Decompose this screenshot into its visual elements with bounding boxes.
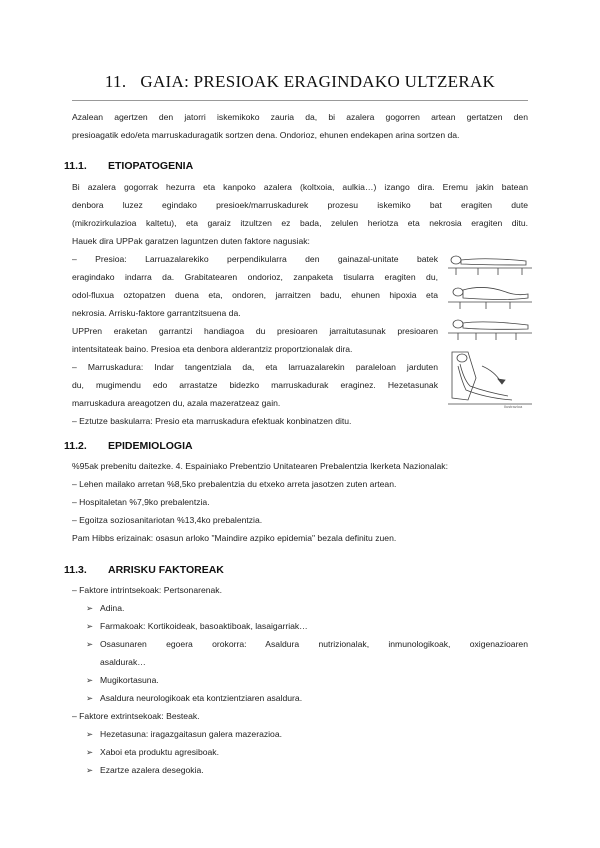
paragraph-line: %95ak prebenitu daitezke. 4. Espainiako Prebentzio Unitatearen Prebalentzia Ikerketa Nazionalak: xyxy=(72,461,448,471)
list-item: ➢ Ezartze azalera desegokia. xyxy=(86,761,528,779)
paragraph-line: – Hospitaletan %7,9ko prebalentzia. xyxy=(72,497,210,507)
arrow-bullet-icon: ➢ xyxy=(86,639,94,649)
section-heading-arrisku-faktoreak xyxy=(64,564,224,576)
paragraph-line: odol-fluxua oztopatzen duena eta, ondoren, jarraitzen badu, ehunen hipoxia eta xyxy=(72,290,438,300)
arrow-bullet-icon: ➢ xyxy=(86,765,94,775)
section-title: EPIDEMIOLOGIA xyxy=(108,440,193,452)
intrinsic-factors-title: – Faktore intrintsekoak: Pertsonarenak. xyxy=(72,585,222,595)
arrow-bullet-icon: ➢ xyxy=(86,621,94,631)
list-item: ➢ Osasunaren egoera orokorra: Asaldura nutrizionalak, inmunologikoak, oxigenazioaren xyxy=(86,635,528,653)
paragraph-line: – Eztutze baskularra: Presio eta marruskadura efektuak konbinatzen ditu. xyxy=(72,416,352,426)
intro-line-2: presioagatik edo/eta marruskaduragatik sortzen dena. Ondorioz, ehunen endekapen arina sortzen da. xyxy=(72,130,460,140)
paragraph-line: intentsitateak baino. Presioa eta denbora alderantziz proportzionalak dira. xyxy=(72,344,353,354)
paragraph-line: Pam Hibbs erizainak: osasun arloko "Maindire azpiko epidemia" bezala definitu zuen. xyxy=(72,533,397,543)
section-number: 11.1. xyxy=(64,160,87,172)
intro-line-1: Azalean agertzen den jatorri iskemikoko zauria da, bi azalera gogorren artean gertatzen den xyxy=(72,112,528,122)
title-divider xyxy=(72,100,528,101)
paragraph-line: denbora luzez egindako presioek/marruskadurek prozesu iskemiko bat eragiten dute xyxy=(72,200,528,210)
arrow-bullet-icon: ➢ xyxy=(86,729,94,739)
list-item: ➢ Farmakoak: Kortikoideak, basoaktiboak, lasaigarriak… xyxy=(86,617,528,635)
section-title: ARRISKU FAKTOREAK xyxy=(108,564,224,576)
paragraph-line: du, mugimendu edo arrastatze bidezko marruskadurak eraginez. Hezetasunak xyxy=(72,380,438,390)
section-heading-epidemiologia xyxy=(64,440,193,452)
patient-positions-illustration xyxy=(446,248,534,410)
paragraph-line: marruskadura areagotzen du, azala mazeratzeaz gain. xyxy=(72,398,281,408)
paragraph-line: UPPren eraketan garrantzi handiagoa du presioaren jarraitutasunak presioaren xyxy=(72,326,438,336)
list-item: ➢ Asaldura neurologikoak eta kontzientziaren asaldura. xyxy=(86,689,528,707)
paragraph-line: Hauek dira UPPak garatzen laguntzen duten faktore nagusiak: xyxy=(72,236,310,246)
arrow-bullet-icon: ➢ xyxy=(86,675,94,685)
section-title: ETIOPATOGENIA xyxy=(108,160,194,172)
arrow-bullet-icon: ➢ xyxy=(86,693,94,703)
paragraph-line: – Lehen mailako arretan %8,5ko prebalentzia du etxeko arreta jasotzen zuten artean. xyxy=(72,479,397,489)
arrow-bullet-icon: ➢ xyxy=(86,747,94,757)
paragraph-line: nekrosia. Arrisku-faktore garrantzitsuena da. xyxy=(72,308,241,318)
list-item-continuation: asaldurak… xyxy=(100,657,146,667)
title-number: 11. xyxy=(104,72,127,91)
paragraph-line: – Presioa: Larruazalarekiko perpendikularra den gainazal-unitate batek xyxy=(72,254,438,264)
list-item: ➢ Adina. xyxy=(86,599,528,617)
paragraph-line: Bi azalera gogorrak hezurra eta kanpoko azalera (koltxoia, aulkia…) izango dira. Eremu jakin batean xyxy=(72,182,528,192)
paragraph-line: eragindako indarra da. Grabitatearen ondorioz, zanpaketa tisularra eragiten du, xyxy=(72,272,438,282)
section-number: 11.2. xyxy=(64,440,87,452)
section-number: 11.3. xyxy=(64,564,87,576)
paragraph-line: – Marruskadura: Indar tangentziala da, eta larruazalarekin paraleloan jarduten xyxy=(72,362,438,372)
list-item: ➢ Xaboi eta produktu agresiboak. xyxy=(86,743,528,761)
page-title xyxy=(70,72,530,92)
extrinsic-factors-title: – Faktore extrintsekoak: Besteak. xyxy=(72,711,200,721)
title-text: GAIA: PRESIOAK ERAGINDAKO ULTZERAK xyxy=(140,72,496,91)
paragraph-line: (mikrozirkulazioa kaltetu), eta garaiz itzultzen ez bada, zelulen heriotza eta nekrosia eragiten ditu. xyxy=(72,218,528,228)
figure-caption: Ilustrazioa xyxy=(504,404,523,409)
arrow-bullet-icon: ➢ xyxy=(86,603,94,613)
paragraph-line: – Egoitza soziosanitariotan %13,4ko prebalentzia. xyxy=(72,515,263,525)
list-item: ➢ Hezetasuna: iragazgaitasun galera mazerazioa. xyxy=(86,725,528,743)
section-heading-etiopatogenia xyxy=(64,160,193,172)
list-item: ➢ Mugikortasuna. xyxy=(86,671,528,689)
